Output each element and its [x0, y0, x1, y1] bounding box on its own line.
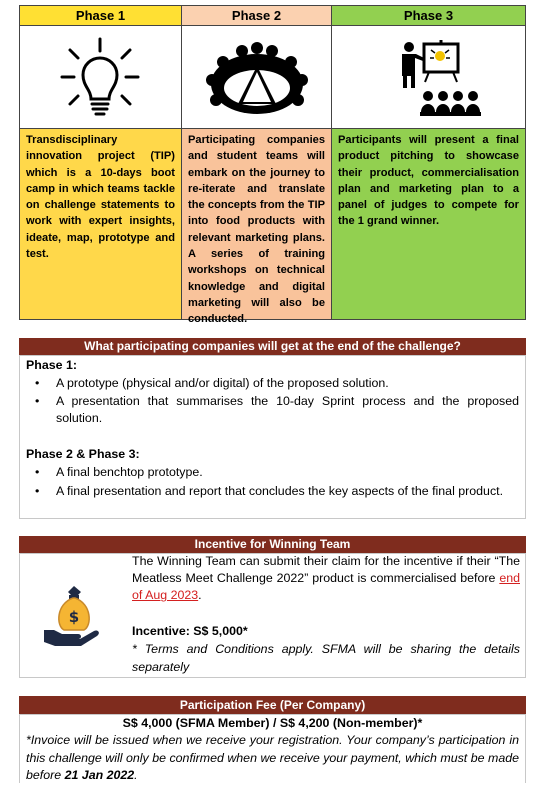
phase-1-column: [20, 6, 181, 319]
list-item: • A presentation that summarises the 10-day Sprint process and the proposed solution.: [26, 393, 519, 427]
lightbulb-icon: [20, 26, 181, 129]
team-meeting-icon: [182, 26, 331, 129]
presentation-icon: [332, 26, 525, 129]
incentive-terms: * Terms and Conditions apply. SFMA will be sharing the details separately: [132, 642, 520, 674]
incentive-amount: Incentive: S$ 5,000*: [132, 624, 248, 638]
phase-23-benefits-label: Phase 2 & Phase 3:: [26, 447, 140, 461]
benefits-heading: What participating companies will get at the end of the challenge?: [19, 338, 526, 355]
incentive-text: The Winning Team can submit their claim for the incentive if their “The Meatless Meet Challenge 2022” product is commercialised before: [132, 554, 520, 586]
incentive-box: [19, 553, 526, 678]
fee-deadline: 21 Jan 2022: [64, 768, 135, 782]
fee-note: [20, 732, 525, 785]
phase-1-benefits-label: Phase 1:: [26, 358, 77, 372]
fee-box: [19, 714, 526, 783]
phase-2-description: Participating companies and student teams will embark on the journey to re-iterate and translate the concepts from the TIP into food products with relevant marketing plans. A series of training workshops on technical knowledge and digital marketing will also be conducted.: [182, 129, 331, 319]
svg-text:$: $: [68, 608, 80, 626]
phase-1-description: Transdisciplinary innovation project (TIP) which is a 10-days boot camp in which teams tackle on challenge statements to work with expert insights, ideate, map, prototype and test.: [20, 129, 181, 319]
benefits-box: [19, 355, 526, 519]
phase-3-title: Phase 3: [332, 6, 525, 26]
incentive-heading: Incentive for Winning Team: [19, 536, 526, 553]
phase-2-title: Phase 2: [182, 6, 331, 26]
fee-amount: S$ 4,000 (SFMA Member) / S$ 4,200 (Non-member)*: [122, 716, 423, 730]
list-item: • A prototype (physical and/or digital) of the proposed solution.: [26, 375, 519, 392]
incentive-deadline: end of Aug 2023: [132, 571, 520, 603]
fee-heading: Participation Fee (Per Company): [19, 696, 526, 714]
money-bag-hand-icon: [40, 584, 108, 648]
phase-23-benefits-list: [26, 464, 519, 500]
list-item: • A final presentation and report that concludes the key aspects of the final product.: [26, 483, 519, 500]
fee-note-end: .: [134, 768, 138, 782]
phase-3-description: Participants will present a final product pitching to showcase their product, commercialisation plan and marketing plan to a panel of judges to compete for the 1 grand winner.: [332, 129, 525, 319]
incentive-text-end: .: [198, 588, 202, 603]
list-item: • A final benchtop prototype.: [26, 464, 519, 481]
fee-note-text: *Invoice will be issued when we receive your registration. Your company’s participation in this challenge will only be confirmed when we receive your payment, which must be made before: [26, 733, 519, 782]
phase-2-column: [181, 6, 331, 326]
phase-1-title: Phase 1: [20, 6, 181, 26]
incentive-description: [132, 553, 520, 605]
phase-table: [19, 5, 526, 326]
phase-1-benefits-list: [26, 375, 519, 427]
phase-3-column: [331, 6, 525, 319]
